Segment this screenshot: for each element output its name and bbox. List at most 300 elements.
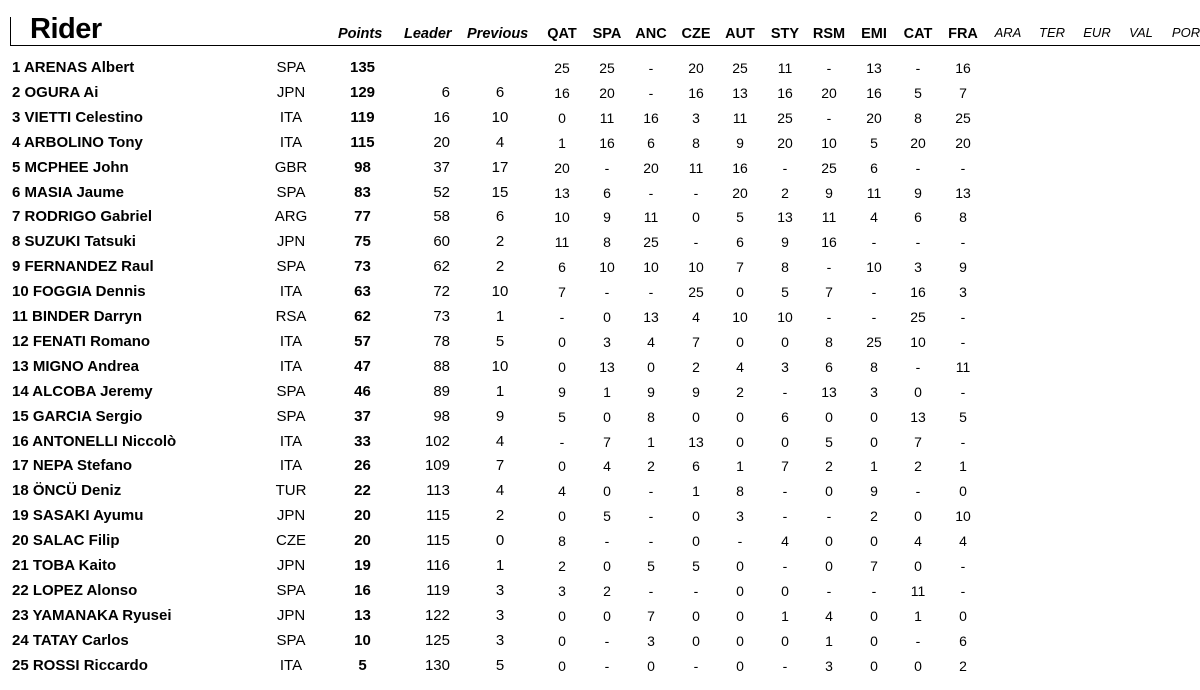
table-row <box>0 283 1200 308</box>
race-result-emi: - <box>871 284 877 301</box>
race-result-fra: 8 <box>959 209 967 226</box>
table-row <box>0 208 1200 233</box>
race-result-qat: 8 <box>558 533 566 550</box>
race-result-anc: 1 <box>647 433 655 450</box>
rider-name: 6 MASIA Jaume <box>12 183 124 201</box>
rider-name: 20 SALAC Filip <box>12 532 120 550</box>
race-result-cat: 0 <box>914 558 922 574</box>
gap-to-previous: 2 <box>495 233 505 251</box>
race-result-rsm: - <box>826 309 832 325</box>
table-row <box>0 433 1200 458</box>
rider-name: 10 FOGGIA Dennis <box>12 283 146 301</box>
race-result-aut: 0 <box>736 582 744 599</box>
race-result-anc: 5 <box>647 558 655 574</box>
rider-name: 14 ALCOBA Jeremy <box>12 382 153 400</box>
race-result-emi: 0 <box>870 607 878 624</box>
race-result-rsm: 2 <box>825 458 833 475</box>
race-result-rsm: 6 <box>825 358 833 375</box>
column-header-val: VAL <box>1129 25 1153 40</box>
race-result-emi: 25 <box>866 333 882 350</box>
race-result-spa: - <box>604 533 610 550</box>
race-result-spa: 3 <box>603 333 611 350</box>
rider-name: 9 FERNANDEZ Raul <box>12 258 154 276</box>
rider-name: 18 ÖNCÜ Deniz <box>12 482 122 500</box>
rider-nation: ITA <box>279 357 303 375</box>
gap-to-previous: 15 <box>491 183 509 201</box>
race-result-sty: 16 <box>777 84 793 101</box>
race-result-cze: 0 <box>692 408 700 425</box>
race-result-aut: 0 <box>736 607 744 624</box>
race-result-cat: 3 <box>914 259 922 276</box>
rider-nation: ITA <box>279 108 303 126</box>
table-row <box>0 84 1200 109</box>
table-row <box>0 59 1200 84</box>
race-result-anc: 9 <box>647 383 655 400</box>
race-result-sty: 3 <box>781 358 789 375</box>
rider-name: 12 FENATI Romano <box>12 332 151 350</box>
race-result-cze: 6 <box>692 458 700 475</box>
race-result-sty: - <box>782 383 788 400</box>
race-result-emi: 8 <box>870 358 878 375</box>
table-row <box>0 632 1200 657</box>
gap-to-leader: 20 <box>433 133 450 151</box>
rider-points: 57 <box>354 332 371 350</box>
gap-to-leader: 130 <box>424 656 450 674</box>
gap-to-previous: 10 <box>491 357 509 375</box>
table-row <box>0 308 1200 333</box>
race-result-anc: - <box>648 533 654 550</box>
race-result-aut: 13 <box>732 84 748 101</box>
gap-to-previous: 4 <box>495 432 505 450</box>
race-result-cat: - <box>915 483 921 500</box>
race-result-cat: 10 <box>910 333 926 350</box>
race-result-emi: 11 <box>866 184 882 201</box>
rider-nation: SPA <box>276 407 306 425</box>
column-header-rsm: RSM <box>812 26 846 42</box>
rider-name: 2 OGURA Ai <box>12 83 99 101</box>
race-result-aut: 0 <box>736 408 744 425</box>
rider-points: 46 <box>354 382 371 400</box>
table-row <box>0 657 1200 682</box>
race-result-qat: - <box>559 433 565 450</box>
race-result-spa: 7 <box>603 433 611 450</box>
race-result-anc: - <box>648 184 654 201</box>
table-row <box>0 408 1200 433</box>
column-header-cze: CZE <box>681 26 711 42</box>
table-row <box>0 557 1200 582</box>
race-result-qat: 2 <box>558 558 566 574</box>
gap-to-leader: 89 <box>433 382 450 400</box>
race-result-sty: - <box>782 159 788 176</box>
race-result-rsm: 10 <box>821 134 837 151</box>
rider-nation: JPN <box>276 557 306 574</box>
race-result-cze: - <box>693 582 699 599</box>
race-result-emi: 2 <box>870 508 878 525</box>
table-row <box>0 358 1200 383</box>
race-result-emi: - <box>871 582 877 599</box>
rider-name: 16 ANTONELLI Niccolò <box>12 432 177 450</box>
rider-name: 22 LOPEZ Alonso <box>12 581 138 599</box>
race-result-rsm: 0 <box>825 558 833 574</box>
race-result-aut: 11 <box>732 109 748 126</box>
gap-to-previous: 2 <box>495 258 505 276</box>
race-result-emi: 0 <box>870 533 878 550</box>
race-result-qat: 0 <box>558 508 566 525</box>
race-result-sty: 6 <box>781 408 789 425</box>
gap-to-previous: 1 <box>495 308 505 325</box>
gap-to-leader: 72 <box>433 283 450 301</box>
race-result-fra: - <box>960 309 966 325</box>
column-header-points: Points <box>338 26 383 42</box>
race-result-cze: 0 <box>692 533 700 550</box>
race-result-fra: 4 <box>959 533 967 550</box>
column-header-sty: STY <box>770 26 800 42</box>
column-header-fra: FRA <box>948 26 978 42</box>
gap-to-previous: 0 <box>495 532 505 550</box>
race-result-aut: 1 <box>736 458 744 475</box>
rider-points: 98 <box>354 158 371 176</box>
gap-to-leader: 16 <box>433 108 450 126</box>
race-result-sty: 20 <box>777 134 793 151</box>
race-result-sty: 10 <box>777 309 793 325</box>
race-result-cze: 1 <box>692 483 700 500</box>
race-result-aut: 2 <box>736 383 744 400</box>
race-result-rsm: 5 <box>825 433 833 450</box>
race-result-sty: - <box>782 483 788 500</box>
race-result-fra: - <box>960 433 966 450</box>
rider-points: 13 <box>354 606 371 624</box>
race-result-aut: 0 <box>736 558 744 574</box>
gap-to-previous: 9 <box>495 407 505 425</box>
race-result-aut: 4 <box>736 358 744 375</box>
race-result-anc: 13 <box>643 309 659 325</box>
race-result-fra: - <box>960 558 966 574</box>
gap-to-previous: 17 <box>491 158 509 176</box>
gap-to-leader: 109 <box>424 457 450 475</box>
race-result-fra: 25 <box>955 109 971 126</box>
race-result-cze: 16 <box>688 84 704 101</box>
gap-to-leader: 115 <box>426 532 450 550</box>
race-result-cze: - <box>693 234 699 251</box>
race-result-spa: 2 <box>603 582 611 599</box>
table-row <box>0 607 1200 632</box>
race-result-fra: 7 <box>959 84 967 101</box>
gap-to-previous: 5 <box>495 656 505 674</box>
rider-name: 24 TATAY Carlos <box>12 631 129 649</box>
race-result-cat: 16 <box>910 284 926 301</box>
race-result-sty: 5 <box>781 284 789 301</box>
race-result-qat: 0 <box>558 607 566 624</box>
gap-to-leader: 98 <box>433 407 450 425</box>
race-result-cat: 4 <box>914 533 922 550</box>
gap-to-previous: 3 <box>495 581 505 599</box>
race-result-aut: 16 <box>732 159 748 176</box>
rider-points: 129 <box>349 83 376 101</box>
race-result-aut: 0 <box>736 284 744 301</box>
gap-to-leader: 37 <box>433 158 450 176</box>
race-result-aut: 8 <box>736 483 744 500</box>
race-result-rsm: 8 <box>825 333 833 350</box>
race-result-sty: 7 <box>781 458 789 475</box>
race-result-rsm: 9 <box>825 184 833 201</box>
race-result-anc: 7 <box>647 607 655 624</box>
race-result-spa: 0 <box>603 607 611 624</box>
rider-points: 119 <box>350 108 375 126</box>
column-header-ter: TER <box>1039 25 1065 40</box>
rider-points: 75 <box>354 233 371 251</box>
race-result-cat: 20 <box>910 134 926 151</box>
race-result-qat: 20 <box>554 159 570 176</box>
race-result-spa: 9 <box>603 209 611 226</box>
rider-nation: CZE <box>276 532 306 550</box>
gap-to-leader: 58 <box>433 208 450 226</box>
race-result-aut: 0 <box>736 657 744 674</box>
race-result-cze: 0 <box>692 607 700 624</box>
race-result-sty: 11 <box>777 60 793 76</box>
gap-to-leader: 62 <box>433 258 450 276</box>
rider-points: 63 <box>354 283 371 301</box>
race-result-cze: 3 <box>692 109 700 126</box>
race-result-fra: 0 <box>959 483 967 500</box>
race-result-sty: 25 <box>777 109 793 126</box>
race-result-cat: 13 <box>910 408 926 425</box>
race-result-sty: 13 <box>777 209 793 226</box>
race-result-aut: 6 <box>736 234 744 251</box>
race-result-anc: 6 <box>647 134 655 151</box>
race-result-fra: 10 <box>955 508 971 525</box>
race-result-aut: 0 <box>736 333 744 350</box>
race-result-sty: - <box>782 558 788 574</box>
gap-to-leader: 122 <box>424 606 450 624</box>
race-result-cat: - <box>915 60 921 76</box>
rider-nation: SPA <box>276 631 306 649</box>
race-result-rsm: - <box>826 508 832 525</box>
gap-to-leader: 73 <box>433 308 450 325</box>
table-row <box>0 532 1200 557</box>
race-result-sty: 1 <box>781 607 789 624</box>
race-result-rsm: - <box>826 259 832 276</box>
race-result-cat: - <box>915 358 921 375</box>
race-result-fra: - <box>960 582 966 599</box>
race-result-sty: - <box>782 657 788 674</box>
gap-to-previous: 1 <box>495 557 505 574</box>
race-result-spa: - <box>604 657 610 674</box>
table-row <box>0 333 1200 358</box>
rider-nation: SPA <box>276 59 306 76</box>
rider-nation: GBR <box>274 158 308 176</box>
column-header-emi: EMI <box>861 26 887 42</box>
gap-to-previous: 1 <box>495 382 505 400</box>
race-result-anc: 4 <box>647 333 655 350</box>
rider-points: 135 <box>349 59 376 76</box>
race-result-cze: 25 <box>688 284 704 301</box>
rider-points: 37 <box>354 407 371 425</box>
race-result-fra: 5 <box>959 408 967 425</box>
race-result-emi: 20 <box>866 109 882 126</box>
race-result-spa: 0 <box>603 309 611 325</box>
table-row <box>0 507 1200 532</box>
race-result-cat: 25 <box>910 309 926 325</box>
gap-to-previous: 3 <box>495 606 505 624</box>
race-result-cat: - <box>915 159 921 176</box>
gap-to-leader: 116 <box>426 557 450 574</box>
race-result-cat: 7 <box>914 433 922 450</box>
race-result-sty: 8 <box>781 259 789 276</box>
column-header-ara: ARA <box>994 25 1022 40</box>
race-result-anc: 11 <box>643 209 659 226</box>
race-result-cze: 4 <box>692 309 700 325</box>
gap-to-leader: 119 <box>426 581 450 599</box>
race-result-anc: - <box>648 582 654 599</box>
rider-name: 21 TOBA Kaito <box>12 557 117 574</box>
gap-to-previous: 7 <box>495 457 505 475</box>
race-result-rsm: 16 <box>821 234 837 251</box>
race-result-fra: 2 <box>959 657 967 674</box>
race-result-rsm: 25 <box>821 159 837 176</box>
race-result-spa: 4 <box>603 458 611 475</box>
rider-nation: JPN <box>276 507 306 525</box>
race-result-cze: 7 <box>692 333 700 350</box>
race-result-fra: 0 <box>959 607 967 624</box>
race-result-aut: 7 <box>736 259 744 276</box>
race-result-cat: 6 <box>914 209 922 226</box>
race-result-cze: 11 <box>688 159 704 176</box>
race-result-sty: 2 <box>781 184 789 201</box>
table-row <box>0 482 1200 507</box>
rider-points: 16 <box>354 581 371 599</box>
table-row <box>0 159 1200 184</box>
race-result-anc: 16 <box>643 109 659 126</box>
race-result-rsm: - <box>826 582 832 599</box>
rider-name: 8 SUZUKI Tatsuki <box>12 233 136 251</box>
race-result-rsm: 7 <box>825 284 833 301</box>
rider-nation: SPA <box>276 258 306 276</box>
race-result-qat: 16 <box>554 84 570 101</box>
race-result-cze: - <box>693 184 699 201</box>
column-header-aut: AUT <box>725 26 755 42</box>
race-result-aut: 3 <box>736 508 744 525</box>
race-result-qat: - <box>559 309 565 325</box>
race-result-emi: 13 <box>866 60 882 76</box>
gap-to-previous: 10 <box>491 108 509 126</box>
rider-points: 47 <box>354 357 371 375</box>
column-header-previous: Previous <box>467 26 529 42</box>
race-result-emi: 7 <box>870 558 878 574</box>
race-result-rsm: 20 <box>821 84 837 101</box>
race-result-cze: 0 <box>692 209 700 226</box>
gap-to-leader: 113 <box>426 482 450 500</box>
gap-to-previous: 3 <box>495 631 505 649</box>
race-result-qat: 0 <box>558 632 566 649</box>
race-result-emi: 3 <box>870 383 878 400</box>
rider-name: 19 SASAKI Ayumu <box>12 507 144 525</box>
race-result-aut: 0 <box>736 433 744 450</box>
race-result-spa: 6 <box>603 184 611 201</box>
rider-points: 33 <box>354 432 371 450</box>
race-result-anc: - <box>648 60 654 76</box>
race-result-cat: 11 <box>910 582 926 599</box>
rider-nation: RSA <box>275 308 307 325</box>
rider-points: 26 <box>354 457 371 475</box>
race-result-cat: 2 <box>914 458 922 475</box>
rider-nation: SPA <box>276 183 306 201</box>
gap-to-leader: 52 <box>433 183 450 201</box>
race-result-cze: 5 <box>692 558 700 574</box>
race-result-anc: 3 <box>647 632 655 649</box>
rider-points: 62 <box>354 308 371 325</box>
race-result-qat: 6 <box>558 259 566 276</box>
rider-nation: ITA <box>279 133 303 151</box>
race-result-aut: 9 <box>736 134 744 151</box>
table-row <box>0 582 1200 607</box>
gap-to-previous: 4 <box>495 482 505 500</box>
page-title: Rider <box>30 13 102 45</box>
race-result-spa: 8 <box>603 234 611 251</box>
race-result-aut: 5 <box>736 209 744 226</box>
race-result-emi: 0 <box>870 433 878 450</box>
column-header-cat: CAT <box>903 26 933 42</box>
race-result-cze: 2 <box>692 358 700 375</box>
race-result-aut: 0 <box>736 632 744 649</box>
race-result-aut: 10 <box>732 309 748 325</box>
gap-to-leader: 88 <box>433 357 450 375</box>
gap-to-previous: 6 <box>495 208 505 226</box>
rider-name: 7 RODRIGO Gabriel <box>12 208 153 226</box>
race-result-spa: - <box>604 284 610 301</box>
race-result-cze: - <box>693 657 699 674</box>
race-result-qat: 7 <box>558 284 566 301</box>
race-result-qat: 0 <box>558 657 566 674</box>
race-result-emi: 0 <box>870 657 878 674</box>
race-result-anc: - <box>648 284 654 301</box>
column-header-spa: SPA <box>592 26 622 42</box>
rider-name: 13 MIGNO Andrea <box>12 357 139 375</box>
race-result-emi: 9 <box>870 483 878 500</box>
race-result-spa: 1 <box>603 383 611 400</box>
table-row <box>0 233 1200 258</box>
rider-name: 3 VIETTI Celestino <box>12 108 143 126</box>
race-result-anc: 25 <box>643 234 659 251</box>
rider-nation: JPN <box>276 83 306 101</box>
race-result-qat: 0 <box>558 458 566 475</box>
rider-nation: ITA <box>279 332 303 350</box>
table-row <box>0 134 1200 159</box>
race-result-cat: 1 <box>914 607 922 624</box>
race-result-qat: 0 <box>558 109 566 126</box>
gap-to-leader: 125 <box>424 631 450 649</box>
race-result-spa: 11 <box>599 109 615 126</box>
rider-name: 17 NEPA Stefano <box>12 457 133 475</box>
gap-to-previous: 5 <box>495 332 505 350</box>
column-header-anc: ANC <box>635 26 667 42</box>
rider-name: 4 ARBOLINO Tony <box>12 133 143 151</box>
rider-nation: JPN <box>276 233 306 251</box>
table-row <box>0 383 1200 408</box>
race-result-spa: 0 <box>603 558 611 574</box>
race-result-fra: 20 <box>955 134 971 151</box>
column-header-eur: EUR <box>1083 25 1111 40</box>
gap-to-leader: 115 <box>426 507 450 525</box>
race-result-fra: - <box>960 383 966 400</box>
rider-points: 20 <box>354 507 371 525</box>
race-result-emi: 1 <box>870 458 878 475</box>
race-result-fra: 3 <box>959 284 967 301</box>
table-row <box>0 258 1200 283</box>
race-result-rsm: 0 <box>825 408 833 425</box>
race-result-anc: - <box>648 483 654 500</box>
rider-name: 5 MCPHEE John <box>12 158 129 176</box>
rider-name: 11 BINDER Darryn <box>12 308 143 325</box>
